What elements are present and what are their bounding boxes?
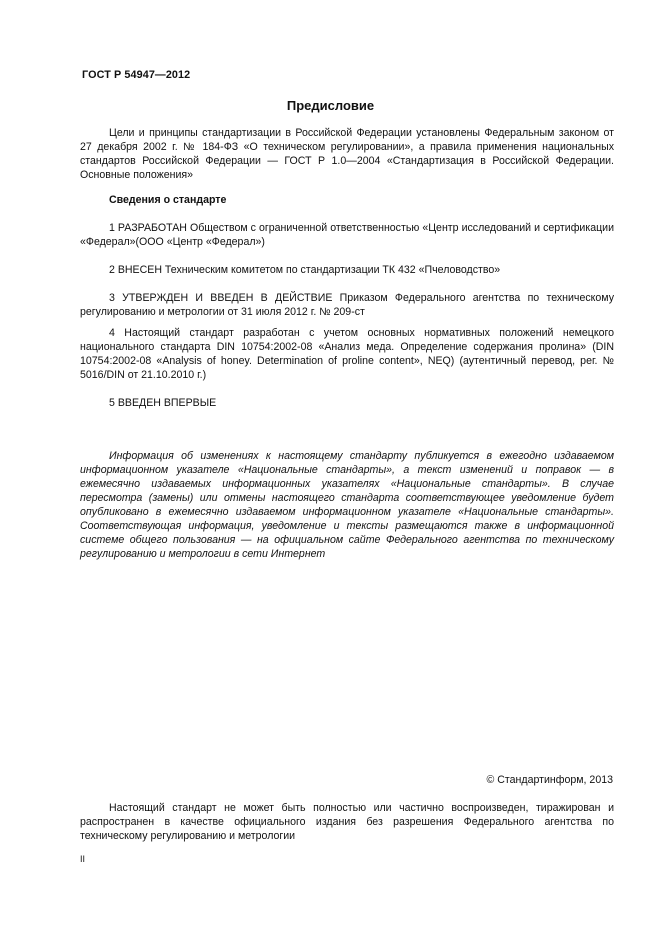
page-number: II <box>80 854 86 864</box>
info-note: Информация об изменениях к настоящему стандарту публикуется в ежегодно издаваемом информационном указателе «Национальные стандарты», а текст изменений и поправок — в ежемесячно издаваемых информационных указателях «Национальные стандарты». В случае пересмотра (замены) или отмены настоящего стандарта соответствующее уведомление будет опубликовано в ежемесячно издаваемом информационном указателе «Национальные стандарты». Соответствующая информация, уведомление и тексты размещаются также в информационной системе общего пользования — на официальном сайте Федерального агентства по техническому регулированию и метрологии в сети Интернет <box>80 450 614 560</box>
list-item: 2 ВНЕСЕН Техническим комитетом по стандартизации ТК 432 «Пчеловодство» <box>109 264 501 276</box>
section-title: Сведения о стандарте <box>109 194 227 206</box>
copyright: © Стандартинформ, 2013 <box>486 774 613 786</box>
document-header-code: ГОСТ Р 54947—2012 <box>82 69 191 81</box>
list-item: 1 РАЗРАБОТАН Обществом с ограниченной ответственностью «Центр исследований и сертификации «Федерал»(ООО «Центр «Федерал») <box>80 222 614 248</box>
list-item: 5 ВВЕДЕН ВПЕРВЫЕ <box>109 397 217 409</box>
page-title: Предисловие <box>286 98 375 113</box>
intro-paragraph: Цели и принципы стандартизации в Российской Федерации установлены Федеральным законом от 27 декабря 2002 г. № 184-ФЗ «О техническом регулировании», а правила применения национальных стандартов Российской Федерации — ГОСТ Р 1.0—2004 «Стандартизация в Российской Федерации. Основные положения» <box>80 127 614 181</box>
reproduction-note: Настоящий стандарт не может быть полностью или частично воспроизведен, тиражирован и распространен в качестве официального издания без разрешения Федерального агентства по техническому регулированию и метрологии <box>80 802 614 842</box>
list-item: 3 УТВЕРЖДЕН И ВВЕДЕН В ДЕЙСТВИЕ Приказом Федерального агентства по техническому регулированию и метрологии от 31 июля 2012 г. № 209-ст <box>80 292 614 318</box>
list-item: 4 Настоящий стандарт разработан с учетом основных нормативных положений немецкого национального стандарта DIN 10754:2002-08 «Анализ меда. Определение содержания пролина» (DIN 10754:2002-08 «Analysis of honey. Determination of proline content», NEQ) (аутентичный перевод, рег. № 5016/DIN от 21.10.2010 г.) <box>80 327 614 381</box>
